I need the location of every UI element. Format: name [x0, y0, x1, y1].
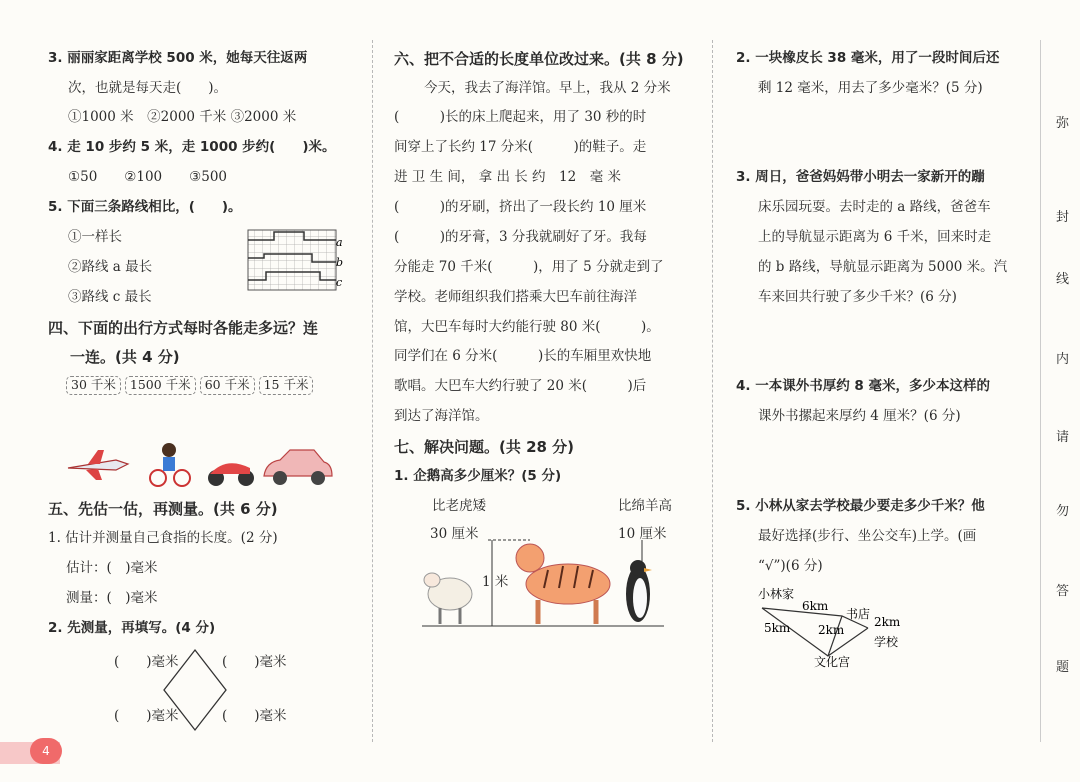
q4: 4. 走 10 步约 5 米，走 1000 步约( )米。 [48, 139, 336, 155]
r-q5: 5. 小林从家去学校最少要走多少千米？他 [736, 498, 985, 514]
q5-option2: ②路线 a 最长 [68, 259, 153, 275]
r-q5-cont: 最好选择(步行、坐公交车)上学。(画 [758, 528, 977, 544]
fig-1m: 1 米 [482, 574, 509, 590]
side-char: 内 [1056, 352, 1070, 367]
side-char: 弥 [1056, 116, 1070, 131]
r-q4-cont: 课外书摞起来厚约 4 厘米？(6 分) [758, 408, 961, 424]
r-q3-cont: 车来回共行驶了多少千米？(6 分) [758, 289, 957, 305]
measure-q2: 2. 先测量，再填写。(4 分) [48, 620, 216, 636]
r-q4: 4. 一本课外书厚约 8 毫米，多少本这样的 [736, 378, 991, 394]
r-q2-cont: 剩 12 毫米，用去了多少毫米？(5 分) [758, 80, 983, 96]
page-number: 4 [30, 738, 62, 764]
route-grid [246, 228, 344, 294]
map-dist-5km: 5km [764, 621, 791, 635]
q4-options: ①50 ②100 ③500 [68, 169, 228, 185]
route-label-b: b [336, 256, 344, 269]
measure-line: 测量：( )毫米 [66, 590, 158, 606]
mm-blank[interactable]: ( )毫米 [114, 708, 179, 724]
scooter-icon [208, 463, 254, 486]
passage-line: ( )长的床上爬起来，用了 30 秒的时 [394, 109, 647, 125]
passage-line: ( )的牙刷，挤出了一段长约 10 厘米 [394, 199, 647, 215]
map-culture-center: 文化宫 [814, 655, 851, 669]
fig-30cm: 30 厘米 [430, 526, 479, 542]
passage-line: ( )的牙膏，3 分我就刷好了牙。我每 [394, 229, 647, 245]
section-4-title: 四、下面的出行方式每时各能走多远？连 [48, 319, 319, 337]
side-char: 勿 [1056, 504, 1070, 519]
q3-options: ①1000 米 ②2000 千米 ③2000 米 [68, 109, 297, 125]
speed-box[interactable]: 1500 千米 [125, 376, 196, 395]
route-label-a: a [336, 236, 343, 249]
column-divider [372, 40, 373, 742]
section-7-title: 七、解决问题。(共 28 分) [394, 438, 575, 456]
car-icon [264, 450, 332, 485]
estimate-line: 估计：( )毫米 [66, 560, 158, 576]
map-dist-2km: 2km [874, 615, 901, 629]
airplane-icon [68, 450, 128, 480]
passage-line: 间穿上了长约 17 分米( )的鞋子。走 [394, 139, 647, 155]
route-map [750, 586, 920, 670]
fig-10cm: 10 厘米 [618, 526, 667, 542]
map-school: 学校 [874, 635, 899, 649]
passage-line: 学校。老师组织我们搭乘大巴车前往海洋 [394, 289, 637, 305]
mm-blank[interactable]: ( )毫米 [222, 708, 287, 724]
vehicles-illustration [66, 438, 336, 490]
passage-line: 进 卫 生 间， 拿 出 长 约 12 毫 米 [394, 169, 622, 185]
animals-figure [418, 536, 668, 630]
passage-line: 分能走 70 千米( )，用了 5 分就走到了 [394, 259, 664, 275]
speed-box[interactable]: 30 千米 [66, 376, 121, 395]
q5-option3: ③路线 c 最长 [68, 289, 152, 305]
passage-line: 歌唱。大巴车大约行驶了 20 米( )后 [394, 378, 647, 394]
sheep-icon [424, 573, 472, 624]
r-q5-cont: “√”)(6 分) [758, 558, 823, 574]
passage-line: 到达了海洋馆。 [394, 408, 489, 424]
map-dist-2km-b: 2km [818, 623, 845, 637]
speed-options [66, 376, 317, 395]
mm-blank[interactable]: ( )毫米 [222, 654, 287, 670]
speed-box[interactable]: 60 千米 [200, 376, 255, 395]
map-home: 小林家 [758, 587, 795, 601]
side-char: 题 [1056, 660, 1070, 675]
q3: 3. 丽丽家距离学校 500 米，她每天往返两 [48, 50, 308, 66]
column-divider [712, 40, 713, 742]
map-dist-6km: 6km [802, 599, 829, 613]
passage-line: 同学们在 6 分米( )长的车厢里欢快地 [394, 348, 652, 364]
mm-blank[interactable]: ( )毫米 [114, 654, 179, 670]
r-q3-cont: 上的导航显示距离为 6 千米，回来时走 [758, 229, 992, 245]
passage-line: 今天，我去了海洋馆。早上，我从 2 分米 [424, 80, 671, 96]
r-q3-cont: 的 b 路线，导航显示距离为 5000 米。汽 [758, 259, 1008, 275]
section-4-title-cont: 一连。(共 4 分) [70, 348, 180, 366]
penguin-icon [626, 560, 652, 622]
side-char: 请 [1056, 430, 1070, 445]
bicycle-icon [150, 443, 190, 486]
q5-option1: ①一样长 [68, 229, 122, 245]
side-char: 封 [1056, 210, 1070, 225]
side-char: 答 [1056, 584, 1070, 599]
r-q2: 2. 一块橡皮长 38 毫米，用了一段时间后还 [736, 50, 1000, 66]
section-6-title: 六、把不合适的长度单位改过来。(共 8 分) [394, 50, 684, 68]
speed-box[interactable]: 15 千米 [259, 376, 314, 395]
fig-label-taller-than-sheep: 比绵羊高 [618, 498, 672, 514]
r-q3-cont: 床乐园玩耍。去时走的 a 路线，爸爸车 [758, 199, 991, 215]
q3-cont: 次，也就是每天走( )。 [68, 80, 228, 96]
map-store: 书店 [846, 607, 871, 621]
fig-label-shorter-than-tiger: 比老虎矮 [432, 498, 486, 514]
diamond-shape [162, 648, 228, 732]
measure-q1: 1. 估计并测量自己食指的长度。(2 分) [48, 530, 278, 546]
tiger-icon [516, 544, 610, 624]
r-q3: 3. 周日，爸爸妈妈带小明去一家新开的蹦 [736, 169, 985, 185]
section-5-title: 五、先估一估，再测量。(共 6 分) [48, 500, 278, 518]
problem-1: 1. 企鹅高多少厘米？(5 分) [394, 468, 562, 484]
q5: 5. 下面三条路线相比，( )。 [48, 199, 242, 215]
side-char: 线 [1056, 272, 1070, 287]
passage-line: 馆，大巴车每时大约能行驶 80 米( )。 [394, 319, 660, 335]
binding-line [1040, 40, 1041, 742]
route-label-c: c [336, 276, 343, 289]
